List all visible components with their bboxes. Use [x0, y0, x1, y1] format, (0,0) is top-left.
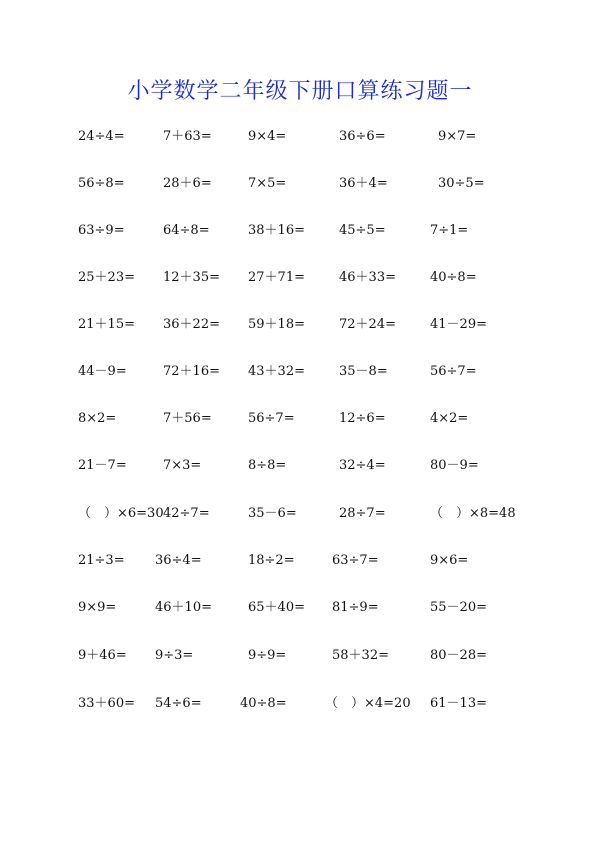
problem-4-3: 27＋71=: [248, 270, 305, 285]
problem-8-4: 32÷4=: [339, 458, 386, 473]
problem-2-1: 56÷8=: [78, 176, 125, 191]
problem-9-4: 28÷7=: [339, 506, 386, 521]
problem-4-4: 46＋33=: [339, 270, 396, 285]
problem-2-4: 36＋4=: [339, 176, 388, 191]
problem-11-1: 9×9=: [78, 600, 117, 615]
problem-1-4: 36÷6=: [339, 129, 386, 144]
problem-2-3: 7×5=: [248, 176, 287, 191]
problem-1-2: 7＋63=: [163, 129, 212, 144]
problem-13-4: （ ）×4=20: [325, 696, 411, 711]
problem-3-1: 63÷9=: [78, 223, 125, 238]
problem-10-1: 21÷3=: [78, 553, 125, 568]
problem-1-5: 9×7=: [438, 129, 477, 144]
problem-12-1: 9＋46=: [78, 648, 127, 663]
problem-7-2: 7＋56=: [163, 411, 212, 426]
problem-3-3: 38＋16=: [248, 223, 305, 238]
problem-10-5: 9×6=: [430, 553, 469, 568]
problem-10-3: 18÷2=: [248, 553, 295, 568]
problem-7-4: 12÷6=: [339, 411, 386, 426]
problem-13-3: 40÷8=: [240, 696, 287, 711]
problem-7-3: 56÷7=: [248, 411, 295, 426]
problem-6-1: 44－9=: [78, 364, 127, 379]
problem-11-3: 65＋40=: [248, 600, 305, 615]
problem-4-5: 40÷8=: [430, 270, 477, 285]
problem-13-1: 33＋60=: [78, 696, 135, 711]
problem-9-3: 35－6=: [248, 506, 297, 521]
problem-1-3: 9×4=: [248, 129, 287, 144]
problem-9-5: （ ）×8=48: [430, 506, 516, 521]
problem-11-2: 46＋10=: [155, 600, 212, 615]
problem-12-4: 58＋32=: [332, 648, 389, 663]
problem-3-2: 64÷8=: [163, 223, 210, 238]
problem-5-5: 41－29=: [430, 317, 487, 332]
problem-7-1: 8×2=: [78, 411, 117, 426]
problem-7-5: 4×2=: [430, 411, 469, 426]
problem-4-2: 12＋35=: [163, 270, 220, 285]
problem-6-5: 56÷7=: [430, 364, 477, 379]
problem-5-4: 72＋24=: [339, 317, 396, 332]
problem-12-2: 9÷3=: [155, 648, 194, 663]
problem-9-2: 42÷7=: [163, 506, 210, 521]
problem-10-4: 63÷7=: [332, 553, 379, 568]
problem-8-2: 7×3=: [163, 458, 202, 473]
problem-2-2: 28＋6=: [163, 176, 212, 191]
problem-8-5: 80－9=: [430, 458, 479, 473]
page-title: 小学数学二年级下册口算练习题一: [127, 79, 473, 104]
problem-6-4: 35－8=: [339, 364, 388, 379]
problem-5-3: 59＋18=: [248, 317, 305, 332]
problem-2-5: 30÷5=: [438, 176, 485, 191]
problem-3-5: 7÷1=: [430, 223, 469, 238]
problem-11-5: 55－20=: [430, 600, 487, 615]
problem-10-2: 36÷4=: [155, 553, 202, 568]
problem-5-2: 36＋22=: [163, 317, 220, 332]
problem-8-1: 21－7=: [78, 458, 127, 473]
problem-9-1: （ ）×6=30: [78, 506, 164, 521]
problem-12-3: 9÷9=: [248, 648, 287, 663]
problem-12-5: 80－28=: [430, 648, 487, 663]
problem-3-4: 45÷5=: [339, 223, 386, 238]
problem-13-2: 54÷6=: [155, 696, 202, 711]
problem-4-1: 25＋23=: [78, 270, 135, 285]
problem-11-4: 81÷9=: [332, 600, 379, 615]
problem-8-3: 8÷8=: [248, 458, 287, 473]
problem-1-1: 24÷4=: [78, 129, 125, 144]
problem-5-1: 21＋15=: [78, 317, 135, 332]
problem-6-2: 72＋16=: [163, 364, 220, 379]
problem-6-3: 43＋32=: [248, 364, 305, 379]
problem-13-5: 61－13=: [430, 696, 487, 711]
